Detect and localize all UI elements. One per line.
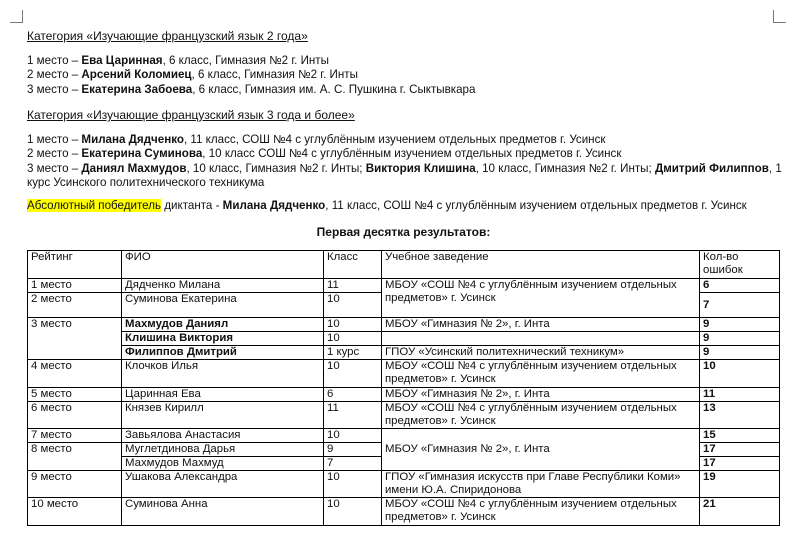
cell-school: МБОУ «СОШ №4 с углублённым изучением отдельных предметов» г. Усинск <box>382 279 700 318</box>
header-fio: ФИО <box>122 251 324 279</box>
cell-class: 6 <box>324 387 382 401</box>
result-line <box>27 83 797 98</box>
cell-rating: 10 место <box>28 498 122 525</box>
category-2-block <box>27 108 797 191</box>
cell-class: 9 <box>324 442 382 456</box>
table-row <box>28 387 780 401</box>
header-class: Класс <box>324 251 382 279</box>
dictation-text: диктанта - <box>161 199 223 212</box>
category-1-heading: Категория «Изучающие французский язык 2 года» <box>27 29 308 43</box>
cell-class: 10 <box>324 498 382 525</box>
cell-errors: 10 <box>700 360 780 387</box>
place-label: 3 место – <box>27 161 82 175</box>
cell-errors: 11 <box>700 387 780 401</box>
cell-errors: 13 <box>700 401 780 428</box>
result-line-continuation: курс Усинского политехнического техникума <box>27 176 265 189</box>
winner-name: Ева Царинная <box>81 53 163 67</box>
table-row <box>28 498 780 525</box>
cell-fio: Клишина Виктория <box>122 332 324 346</box>
cell-class: 10 <box>324 332 382 346</box>
absolute-winner-line <box>27 199 797 214</box>
cell-fio: Филиппов Дмитрий <box>122 346 324 360</box>
place-label: 1 место – <box>27 132 82 146</box>
winner-details: , 10 класс СОШ №4 с углублённым изучением отдельных предметов г. Усинск <box>202 147 622 160</box>
cell-school: МБОУ «Гимназия № 2», г. Инта <box>382 387 700 401</box>
absolute-winner-label: Абсолютный победитель <box>27 199 162 212</box>
table-row <box>28 332 780 346</box>
table-row <box>28 318 780 332</box>
table-header-row <box>28 251 780 279</box>
table-row <box>28 360 780 387</box>
winner-name: Дмитрий Филиппов <box>654 161 769 175</box>
table-row <box>28 279 780 293</box>
cell-school <box>382 332 700 346</box>
cell-errors: 17 <box>700 457 780 471</box>
cell-rating: 3 место <box>28 318 122 360</box>
cell-errors: 7 <box>700 293 780 318</box>
table-row <box>28 471 780 498</box>
result-line <box>27 54 797 69</box>
winner-details: , 11 класс, СОШ №4 с углублённым изучением отдельных предметов г. Усинск <box>183 132 606 146</box>
cell-fio: Ушакова Александра <box>122 471 324 498</box>
table-row <box>28 401 780 428</box>
winner-name: Милана Дядченко <box>81 132 184 146</box>
winner-name: Арсений Коломиец <box>81 68 192 81</box>
cell-rating: 4 место <box>28 360 122 387</box>
winner-name: Екатерина Суминова <box>81 147 203 160</box>
cell-errors: 17 <box>700 442 780 456</box>
cell-rating: 6 место <box>28 401 122 428</box>
cell-fio: Махмудов Даниял <box>122 318 324 332</box>
place-label: 2 место – <box>27 147 82 160</box>
page-corner-mark-right <box>773 10 786 23</box>
cell-fio: Клочков Илья <box>122 360 324 387</box>
cell-school: МБОУ «СОШ №4 с углублённым изучением отдельных предметов» г. Усинск <box>382 498 700 525</box>
cell-school: МБОУ «СОШ №4 с углублённым изучением отдельных предметов» г. Усинск <box>382 401 700 428</box>
cell-fio: Дядченко Милана <box>122 279 324 293</box>
cell-class: 1 курс <box>324 346 382 360</box>
cell-fio: Суминова Анна <box>122 498 324 525</box>
cell-fio: Муглетдинова Дарья <box>122 442 324 456</box>
cell-rating: 1 место <box>28 279 122 293</box>
cell-errors: 6 <box>700 279 780 293</box>
table-title: Первая десятка результатов: <box>316 225 491 239</box>
absolute-winner-name: Милана Дядченко <box>222 199 326 212</box>
place-label: 3 место – <box>27 82 82 96</box>
absolute-winner-details: , 11 класс, СОШ №4 с углублённым изучением отдельных предметов г. Усинск <box>325 199 747 212</box>
winner-details: , 6 класс, Гимназия им. А. С. Пушкина г. Сыктывкара <box>192 82 476 96</box>
cell-fio: Суминова Екатерина <box>122 293 324 318</box>
cell-class: 11 <box>324 401 382 428</box>
cell-school: МБОУ «Гимназия № 2», г. Инта <box>382 428 700 470</box>
page-corner-mark-left <box>10 10 23 23</box>
cell-rating: 8 место <box>28 442 122 470</box>
winner-details: , 6 класс, Гимназия №2 г. Инты <box>162 53 329 67</box>
place-label: 2 место – <box>27 68 82 81</box>
cell-school: МБОУ «Гимназия № 2», г. Инта <box>382 318 700 332</box>
winner-name: Виктория Клишина <box>365 161 476 175</box>
cell-errors: 21 <box>700 498 780 525</box>
cell-class: 10 <box>324 318 382 332</box>
place-label: 1 место – <box>27 53 82 67</box>
cell-fio: Махмудов Махмуд <box>122 457 324 471</box>
cell-errors: 15 <box>700 428 780 442</box>
cell-errors: 9 <box>700 318 780 332</box>
result-line <box>27 162 797 177</box>
result-line <box>27 68 797 83</box>
header-errors <box>700 251 780 279</box>
cell-rating: 2 место <box>28 293 122 318</box>
results-table <box>27 250 780 526</box>
header-school: Учебное заведение <box>382 251 700 279</box>
header-rating: Рейтинг <box>28 251 122 279</box>
table-row <box>28 346 780 360</box>
header-errors-line1: Кол-во <box>703 251 739 263</box>
table-row <box>28 428 780 442</box>
header-errors-line2: ошибок <box>703 264 743 277</box>
cell-school: ГПОУ «Усинский политехнический техникум» <box>382 346 700 360</box>
category-1-block <box>27 29 797 97</box>
cell-rating: 5 место <box>28 387 122 401</box>
cell-class: 10 <box>324 360 382 387</box>
result-line <box>27 133 797 148</box>
cell-fio: Князев Кирилл <box>122 401 324 428</box>
cell-fio: Царинная Ева <box>122 387 324 401</box>
winner-details: , 1 <box>768 161 782 175</box>
cell-rating: 7 место <box>28 428 122 442</box>
cell-class: 10 <box>324 428 382 442</box>
cell-class: 10 <box>324 471 382 498</box>
winner-details: , 10 класс, Гимназия №2 г. Инты; <box>475 161 655 175</box>
cell-class: 7 <box>324 457 382 471</box>
winner-details: , 10 класс, Гимназия №2 г. Инты; <box>186 161 366 175</box>
cell-school: МБОУ «СОШ №4 с углублённым изучением отдельных предметов» г. Усинск <box>382 360 700 387</box>
cell-rating: 9 место <box>28 471 122 498</box>
cell-errors: 19 <box>700 471 780 498</box>
cell-fio: Завьялова Анастасия <box>122 428 324 442</box>
category-2-heading: Категория «Изучающие французский язык 3 года и более» <box>27 108 355 122</box>
cell-errors: 9 <box>700 332 780 346</box>
result-line <box>27 147 797 162</box>
cell-school: ГПОУ «Гимназия искусств при Главе Республики Коми» имени Ю.А. Спиридонова <box>382 471 700 498</box>
cell-class: 10 <box>324 293 382 318</box>
cell-errors: 9 <box>700 346 780 360</box>
cell-class: 11 <box>324 279 382 293</box>
winner-name: Даниял Махмудов <box>81 161 187 175</box>
winner-details: , 6 класс, Гимназия №2 г. Инты <box>191 68 358 81</box>
winner-name: Екатерина Забоева <box>81 82 193 96</box>
